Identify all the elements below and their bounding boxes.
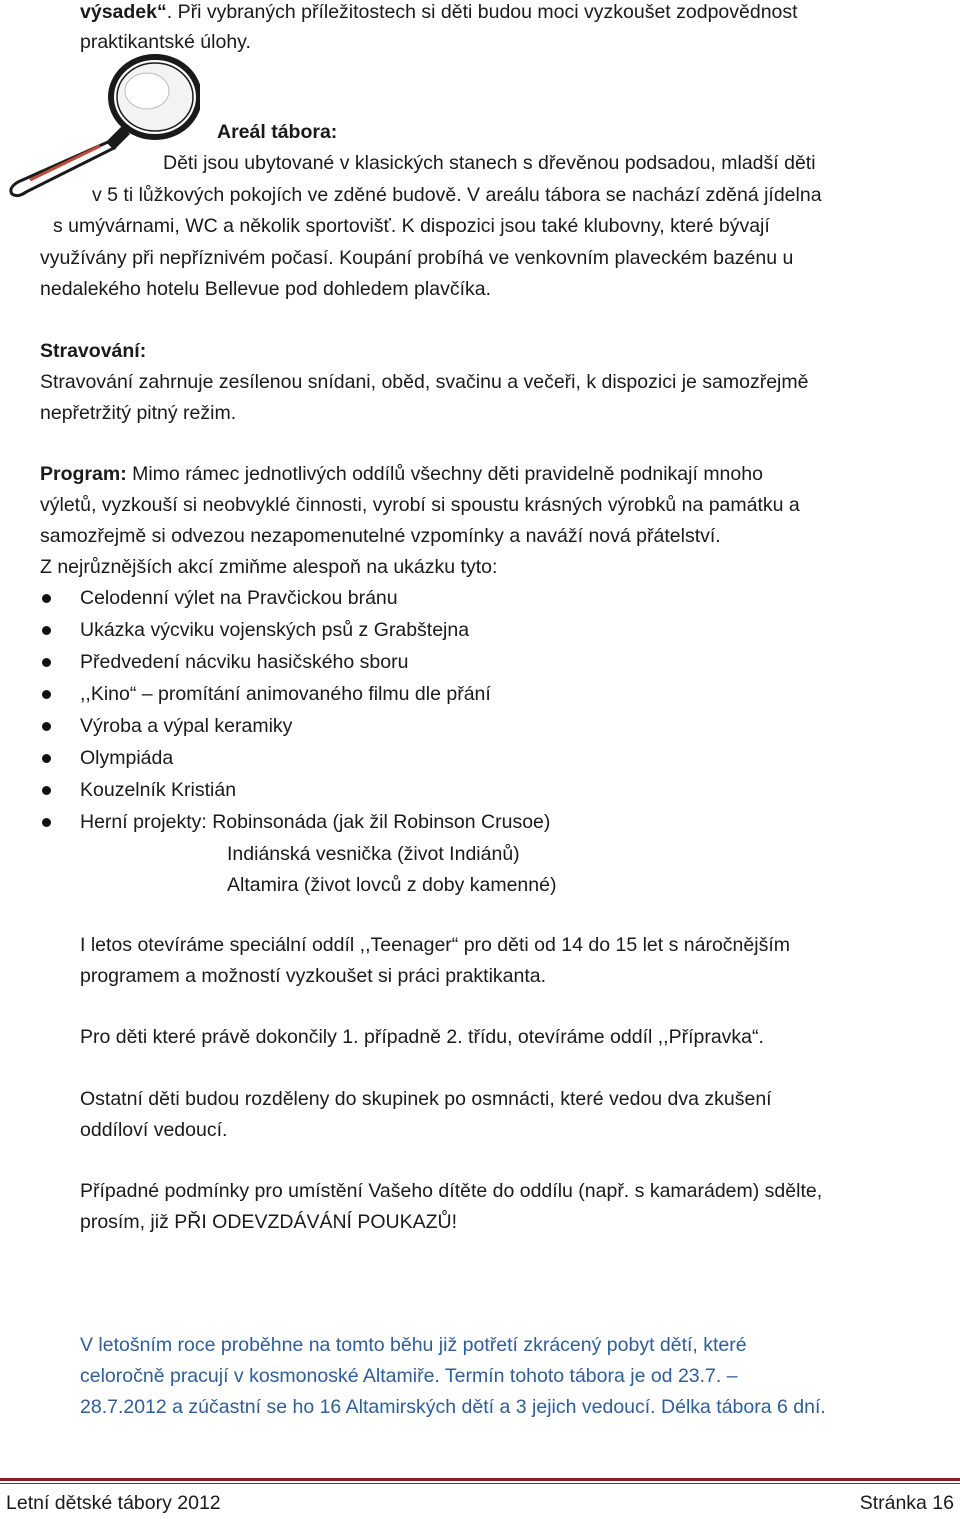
- program-heading: Program:: [40, 463, 127, 485]
- list-item: ,,Kino“ – promítání animovaného filmu dle přání: [80, 683, 491, 705]
- list-subitem: Indiánská vesnička (život Indiánů): [227, 843, 520, 865]
- areal-line-1: Děti jsou ubytované v klasických stanech s dřevěnou podsadou, mladší děti: [163, 152, 816, 174]
- teenager-line-1: I letos otevíráme speciální oddíl ,,Teenager“ pro děti od 14 do 15 let s náročnějším: [80, 934, 790, 956]
- list-item: Celodenní výlet na Pravčickou bránu: [80, 587, 398, 609]
- list-item: Ukázka výcviku vojenských psů z Grabštejna: [80, 619, 470, 641]
- program-line-2: výletů, vyzkouší si neobvyklé činnosti, vyrobí si spoustu krásných výrobků na památku a: [40, 494, 800, 516]
- bullet-icon: [42, 626, 51, 635]
- areal-line-4: využívány při nepříznivém počasí. Koupání probíhá ve venkovním plaveckém bazénu u: [40, 247, 794, 269]
- altamira-line-2: celoročně pracují v kosmonoské Altamiře. Termín tohoto tábora je od 23.7. –: [80, 1365, 738, 1387]
- list-item: Kouzelník Kristián: [80, 779, 237, 801]
- intro-line-1: [80, 0, 798, 28]
- areal-line-3: s umývárnami, WC a několik sportovišť. K dispozici jsou také klubovny, které bývají: [53, 215, 770, 237]
- skupinky-line-2: oddíloví vedoucí.: [80, 1119, 228, 1141]
- footer-rule: [0, 1478, 960, 1481]
- intro-rest: . Při vybraných příležitostech si děti budou moci vyzkoušet zodpovědnost: [166, 1, 798, 23]
- altamira-line-1: V letošním roce proběhne na tomto běhu již potřetí zkrácený pobyt dětí, které: [80, 1334, 747, 1356]
- list-item: Předvedení nácviku hasičského sboru: [80, 651, 409, 673]
- bullet-icon: [42, 690, 51, 699]
- list-subitem: Altamira (život lovců z doby kamenné): [227, 874, 557, 896]
- pripravka-line: Pro děti které právě dokončily 1. případně 2. třídu, otevíráme oddíl ,,Přípravka“.: [80, 1026, 764, 1048]
- altamira-line-3: 28.7.2012 a zúčastní se ho 16 Altamirských dětí a 3 jejich vedoucí. Délka tábora 6 dní.: [80, 1396, 826, 1418]
- list-item: Olympiáda: [80, 747, 174, 769]
- intro-bold: výsadek“: [80, 1, 167, 23]
- program-line-4: Z nejrůznějších akcí zmiňme alespoň na ukázku tyto:: [40, 556, 498, 578]
- bullet-icon: [42, 786, 51, 795]
- footer-right: Stránka 16: [859, 1492, 954, 1514]
- bullet-icon: [42, 594, 51, 603]
- stravovani-heading: Stravování:: [40, 340, 147, 362]
- program-line-3: samozřejmě si odvezou nezapomenutelné vzpomínky a naváží nová přátelství.: [40, 525, 721, 547]
- areal-line-5: nedalekého hotelu Bellevue pod dohledem plavčíka.: [40, 278, 491, 300]
- list-item: Herní projekty: Robinsonáda (jak žil Robinson Crusoe): [80, 811, 551, 833]
- footer-left: Letní dětské tábory 2012: [6, 1492, 221, 1514]
- stravovani-line-1: Stravování zahrnuje zesílenou snídani, oběd, svačinu a večeři, k dispozici je samozřejmě: [40, 371, 809, 393]
- areal-heading: Areál tábora:: [217, 121, 338, 143]
- areal-line-2: v 5 ti lůžkových pokojích ve zděné budově. V areálu tábora se nachází zděná jídelna: [92, 184, 822, 206]
- list-item: Výroba a výpal keramiky: [80, 715, 293, 737]
- bullet-icon: [42, 658, 51, 667]
- intro-line-2: praktikantské úlohy.: [80, 31, 251, 53]
- bullet-icon: [42, 754, 51, 763]
- podminky-line-2: prosím, již PŘI ODEVZDÁVÁNÍ POUKAZŮ!: [80, 1211, 458, 1233]
- program-intro: Mimo rámec jednotlivých oddílů všechny děti pravidelně podnikají mnoho: [126, 463, 763, 485]
- program-line-1: [40, 459, 763, 490]
- bullet-icon: [42, 722, 51, 731]
- footer-rule-thin: [0, 1483, 960, 1484]
- skupinky-line-1: Ostatní děti budou rozděleny do skupinek po osmnácti, které vedou dva zkušení: [80, 1088, 772, 1110]
- stravovani-line-2: nepřetržitý pitný režim.: [40, 402, 237, 424]
- podminky-line-1: Případné podmínky pro umístění Vašeho dítěte do oddílu (např. s kamarádem) sdělte,: [80, 1180, 823, 1202]
- bullet-icon: [42, 818, 51, 827]
- teenager-line-2: programem a možností vyzkoušet si práci praktikanta.: [80, 965, 547, 987]
